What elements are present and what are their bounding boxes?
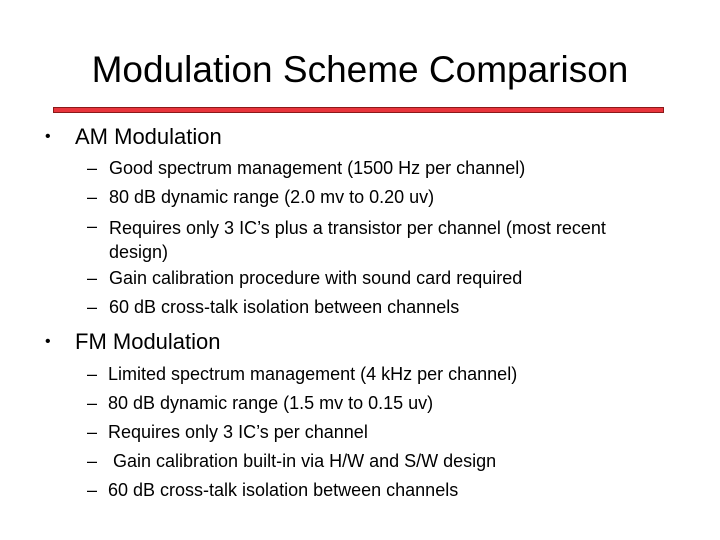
list-item bbox=[0, 293, 720, 322]
list-item-text: Requires only 3 IC’s per channel bbox=[108, 422, 368, 442]
dash-marker: – bbox=[87, 480, 98, 500]
list-item bbox=[0, 418, 720, 447]
list-item bbox=[0, 212, 720, 264]
dash-marker: – bbox=[87, 364, 98, 384]
list-item-text: 80 dB dynamic range (1.5 mv to 0.15 uv) bbox=[108, 393, 434, 413]
list-item-text: 60 dB cross-talk isolation between channels bbox=[109, 297, 460, 317]
list-item bbox=[0, 154, 720, 183]
dash-marker: – bbox=[87, 451, 98, 471]
list-item bbox=[0, 447, 720, 476]
dash-marker: – bbox=[87, 216, 98, 236]
bullet-icon: • bbox=[45, 333, 51, 350]
section-am-modulation bbox=[0, 122, 720, 322]
list-item-text: Gain calibration built-in via H/W and S/W design bbox=[108, 451, 497, 471]
list-item bbox=[0, 183, 720, 212]
list-item-text: Gain calibration procedure with sound card required bbox=[109, 268, 523, 288]
list-item bbox=[0, 389, 720, 418]
list-item bbox=[0, 264, 720, 293]
list-item-text: Limited spectrum management (4 kHz per channel) bbox=[108, 364, 518, 384]
list-item bbox=[0, 360, 720, 389]
dash-marker: – bbox=[87, 297, 98, 317]
section-heading: FM Modulation bbox=[75, 329, 221, 354]
dash-marker: – bbox=[87, 268, 98, 288]
list-item-text: Good spectrum management (1500 Hz per channel) bbox=[109, 158, 526, 178]
dash-marker: – bbox=[87, 393, 98, 413]
slide-title: Modulation Scheme Comparison bbox=[91, 49, 629, 90]
section-item-list bbox=[0, 360, 720, 505]
dash-marker: – bbox=[87, 158, 98, 178]
bullet-icon: • bbox=[45, 128, 51, 145]
list-item-text: 80 dB dynamic range (2.0 mv to 0.20 uv) bbox=[109, 187, 435, 207]
section-fm-modulation bbox=[0, 327, 720, 505]
section-heading-row bbox=[0, 327, 720, 357]
title-divider bbox=[53, 107, 664, 113]
dash-marker: – bbox=[87, 187, 98, 207]
list-item bbox=[0, 476, 720, 505]
section-item-list bbox=[0, 154, 720, 322]
dash-marker: – bbox=[87, 422, 98, 442]
section-heading: AM Modulation bbox=[75, 124, 222, 149]
list-item-text: 60 dB cross-talk isolation between channels bbox=[108, 480, 459, 500]
list-item-text: Requires only 3 IC’s plus a transistor per channel (most recent design) bbox=[109, 218, 606, 262]
section-heading-row bbox=[0, 122, 720, 152]
